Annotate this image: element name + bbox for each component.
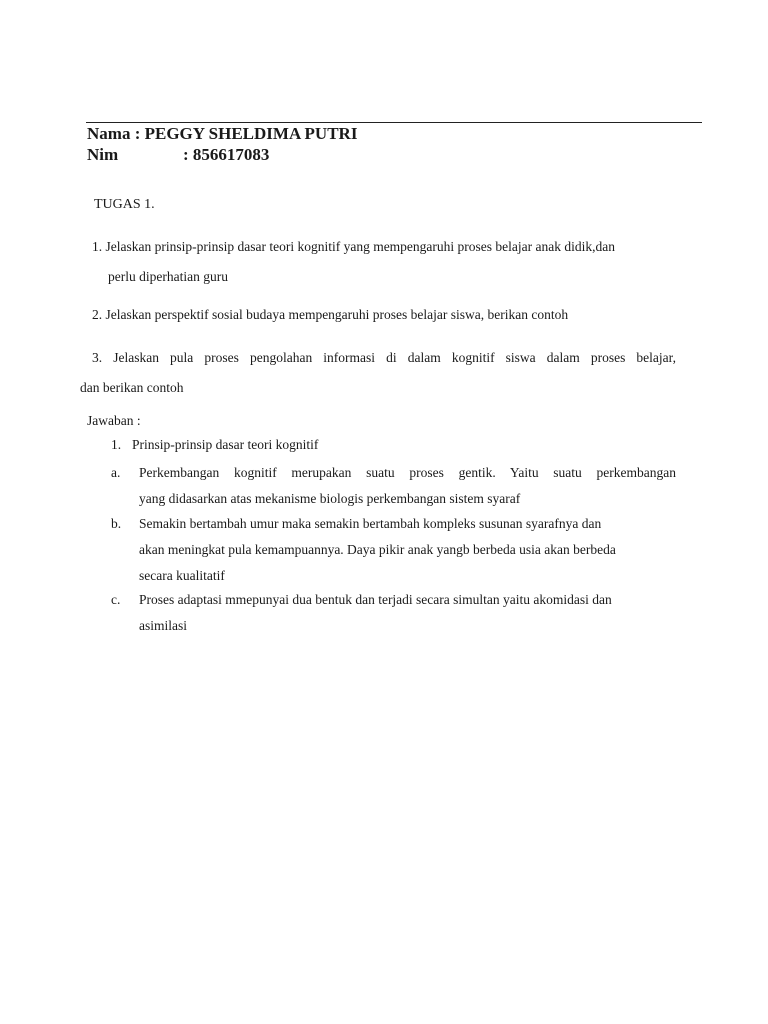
answer-section-number: 1. [111, 437, 122, 452]
answer-item-text [139, 511, 676, 589]
answer-item-marker: b. [111, 516, 122, 531]
student-nim [87, 145, 269, 165]
question-3-line-2: dan berikan contoh [80, 380, 184, 395]
answer-item-line: secara kualitatif [139, 568, 225, 583]
nim-value: : 856617083 [183, 145, 270, 164]
answer-item-c [111, 587, 676, 639]
answer-section-heading [111, 437, 318, 453]
question-1-line-2: perlu diperhatian guru [108, 269, 228, 284]
answer-item-line: Perkembangan kognitif merupakan suatu proses gentik. Yaitu suatu perkembangan [139, 465, 676, 480]
answer-item-text [139, 460, 676, 512]
answer-item-marker: a. [111, 465, 121, 480]
nim-label: Nim [87, 145, 119, 164]
question-1-line-1: 1. Jelaskan prinsip-prinsip dasar teori kognitif yang mempengaruhi proses belajar anak didik,dan [92, 239, 615, 254]
student-name: Nama : PEGGY SHELDIMA PUTRI [87, 124, 358, 143]
header-rule [86, 122, 702, 123]
answer-item-line: Proses adaptasi mmepunyai dua bentuk dan terjadi secara simultan yaitu akomidasi dan [139, 592, 612, 607]
question-3 [80, 343, 676, 403]
answer-item-b [111, 511, 676, 589]
question-2 [92, 300, 676, 330]
answer-item-line: Semakin bertambah umur maka semakin bertambah kompleks susunan syarafnya dan [139, 516, 602, 531]
answer-item-a [111, 460, 676, 512]
answer-section-title: Prinsip-prinsip dasar teori kognitif [132, 437, 319, 452]
answer-item-marker: c. [111, 592, 121, 607]
answer-item-line: yang didasarkan atas mekanisme biologis perkembangan sistem syaraf [139, 491, 521, 506]
answer-item-text [139, 587, 676, 639]
answer-item-line: asimilasi [139, 618, 187, 633]
question-2-line-1: 2. Jelaskan perspektif sosial budaya mempengaruhi proses belajar siswa, berikan contoh [92, 307, 569, 322]
answer-label: Jawaban : [87, 413, 141, 428]
question-1 [92, 232, 676, 292]
assignment-title: TUGAS 1. [94, 197, 155, 212]
question-3-line-1: 3. Jelaskan pula proses pengolahan informasi di dalam kognitif siswa dalam proses belajar, [92, 350, 676, 365]
answer-item-line: akan meningkat pula kemampuannya. Daya pikir anak yangb berbeda usia akan berbeda [139, 542, 616, 557]
